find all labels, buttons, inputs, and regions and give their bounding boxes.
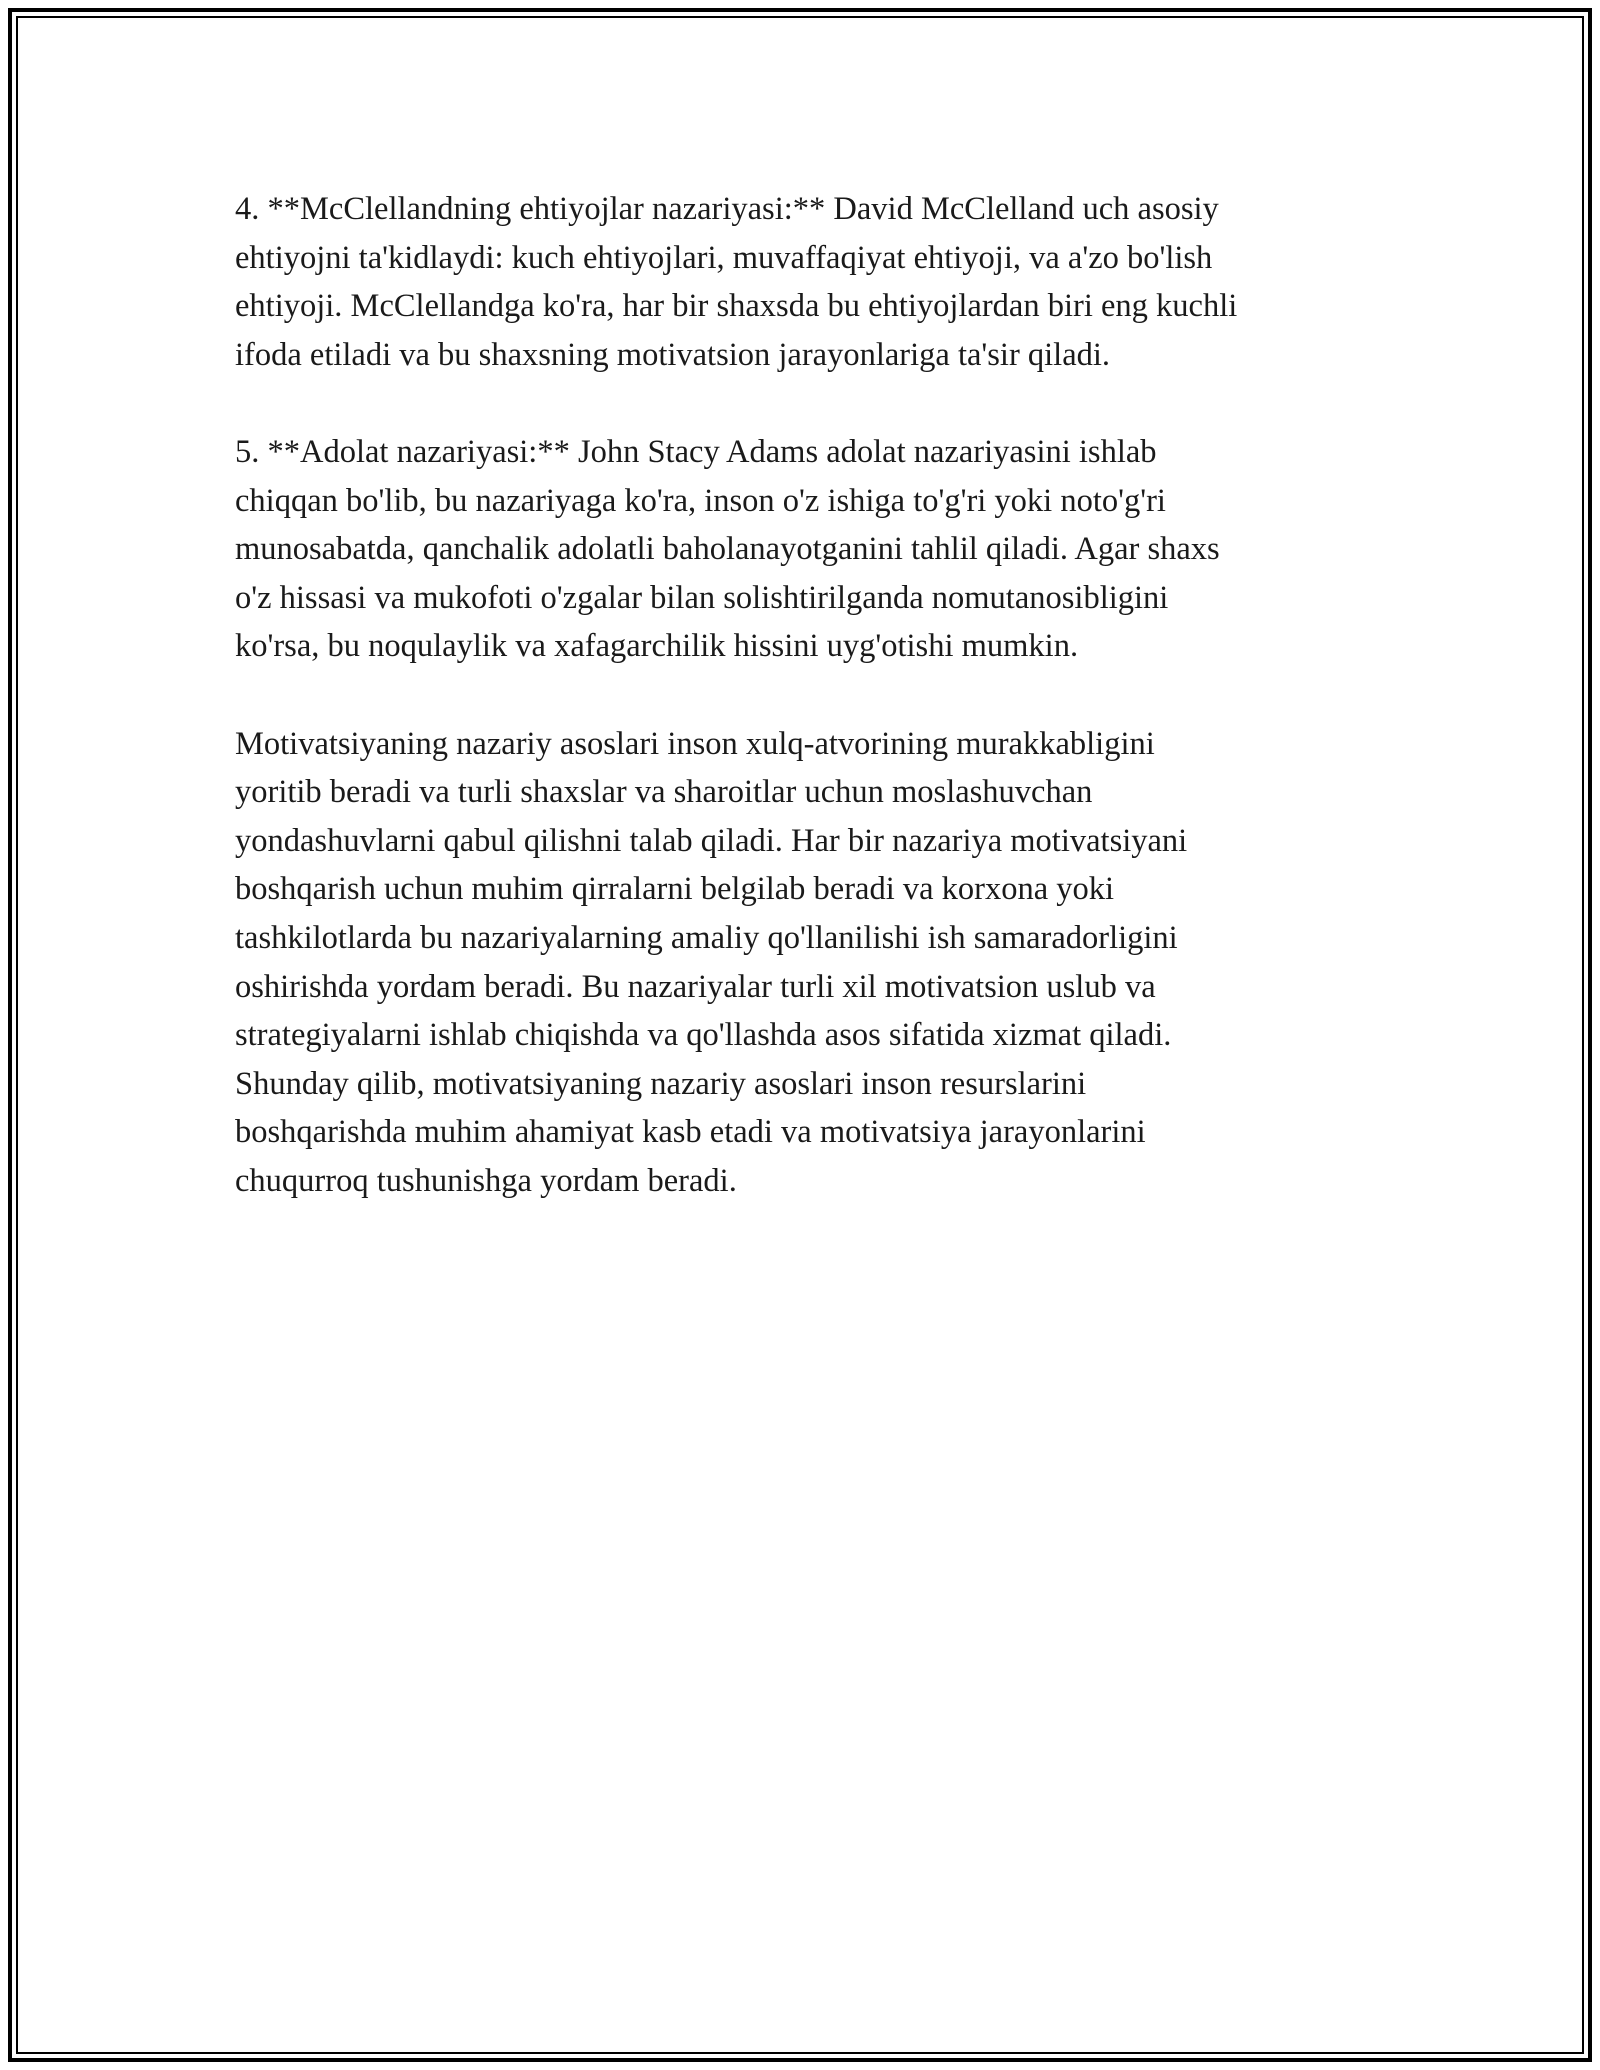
- document-body: [235, 185, 1385, 1254]
- paragraph-mcclelland-theory: 4. **McClellandning ehtiyojlar nazariyasi:** David McClelland uch asosiy ehtiyojni ta'kidlaydi: kuch ehtiyojlari, muvaffaqiyat ehtiyoji, va a'zo bo'lish ehtiyoji. McClellandga ko'ra, har bir shaxsda bu ehtiyojlardan biri eng kuchli ifoda etiladi va bu shaxsning motivatsion jarayonlariga ta'sir qiladi.: [235, 191, 1238, 373]
- paragraph-conclusion: Motivatsiyaning nazariy asoslari inson xulq-atvorining murakkabligini yoritib beradi va turli shaxslar va sharoitlar uchun moslashuvchan yondashuvlarni qabul qilishni talab qiladi. Har bir nazariya motivatsiyani boshqarish uchun muhim qirralarni belgilab beradi va korxona yoki tashkilotlarda bu nazariyalarning amaliy qo'llanilishi ish samaradorligini oshirishda yordam beradi. Bu nazariyalar turli xil motivatsion uslub va strategiyalarni ishlab chiqishda va qo'llashda asos sifatida xizmat qiladi. Shunday qilib, motivatsiyaning nazariy asoslari inson resurslarini boshqarishda muhim ahamiyat kasb etadi va motivatsiya jarayonlarini chuqurroq tushunishga yordam beradi.: [235, 725, 1188, 1199]
- paragraph-equity-theory: 5. **Adolat nazariyasi:** John Stacy Adams adolat nazariyasini ishlab chiqqan bo'lib, bu nazariyaga ko'ra, inson o'z ishiga to'g'ri yoki noto'g'ri munosabatda, qanchalik adolatli baholanayotganini tahlil qiladi. Agar shaxs o'z hissasi va mukofoti o'zgalar bilan solishtirilganda nomutanosibligini ko'rsa, bu noqulaylik va xafagarchilik hissini uyg'otishi mumkin.: [235, 433, 1220, 665]
